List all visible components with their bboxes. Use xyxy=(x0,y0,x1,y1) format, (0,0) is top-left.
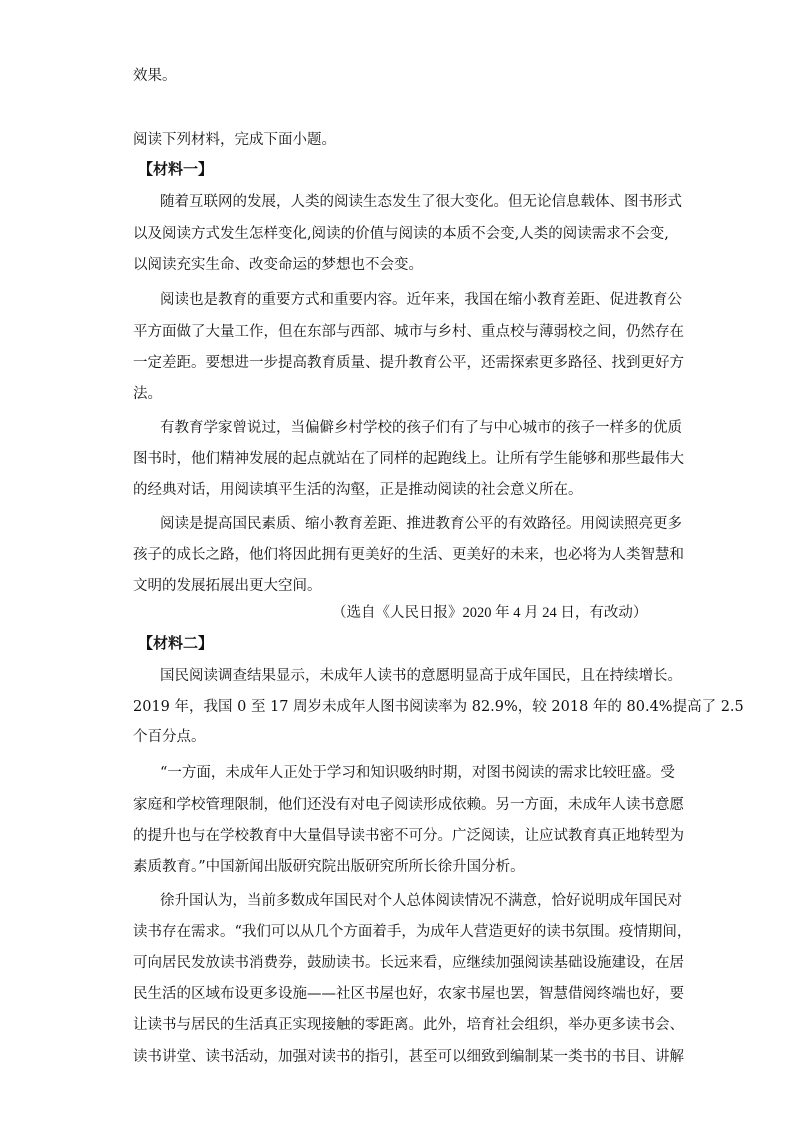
paragraph-line: “一方面，未成年人正处于学习和知识吸纳时期，对图书阅读的需求比较旺盛。受 xyxy=(160,765,675,781)
material-one-source: （选自《人民日报》2020 年 4 月 24 日，有改动） xyxy=(332,605,648,621)
paragraph-line: 徐升国认为，当前多数成年国民对个人总体阅读情况不满意，恰好说明成年国民对 xyxy=(160,893,682,909)
paragraph-line: 2019 年，我国 0 至 17 周岁未成年人图书阅读率为 82.9%，较 2018 年的 80.4%提高了 2.5 xyxy=(133,699,744,715)
paragraph-line: 让读书与居民的生活真正实现接触的零距离。此外，培育社会组织，举办更多读书会、 xyxy=(133,1017,684,1033)
paragraph-line: 平方面做了大量工作，但在东部与西部、城市与乡村、重点校与薄弱校之间，仍然存在 xyxy=(133,324,684,340)
paragraph-line: 一定差距。要想进一步提高教育质量、提升教育公平，还需探索更多路径、找到更好方 xyxy=(133,355,684,371)
paragraph-line: 可向居民发放读书消费券，鼓励读书。长远来看，应继续加强阅读基础设施建设，在居 xyxy=(133,955,684,971)
instruction-text: 阅读下列材料，完成下面小题。 xyxy=(133,132,336,148)
paragraph-line: 法。 xyxy=(133,386,162,402)
material-one-heading: 【材料一】 xyxy=(138,160,214,178)
paragraph-line: 孩子的成长之路，他们将因此拥有更美好的生活、更美好的未来，也必将为人类智慧和 xyxy=(133,547,684,563)
paragraph-line: 家庭和学校管理限制，他们还没有对电子阅读形成依赖。另一方面，未成年人读书意愿 xyxy=(133,797,684,813)
material-two-heading: 【材料二】 xyxy=(138,634,214,652)
paragraph-line: 国民阅读调查结果显示，未成年人读书的意愿明显高于成年国民，且在持续增长。 xyxy=(160,668,682,684)
paragraph-line: 随着互联网的发展，人类的阅读生态发生了很大变化。但无论信息载体、图书形式 xyxy=(160,194,682,210)
paragraph-line: 阅读也是教育的重要方式和重要内容。近年来，我国在缩小教育差距、促进教育公 xyxy=(160,292,682,308)
paragraph-line: 民生活的区域布设更多设施——社区书屋也好，农家书屋也罢，智慧借阅终端也好，要 xyxy=(133,986,684,1002)
paragraph-line: 读书讲堂、读书活动，加强对读书的指引，甚至可以细致到编制某一类书的书目、讲解 xyxy=(133,1049,684,1065)
paragraph-line: 阅读是提高国民素质、缩小教育差距、推进教育公平的有效路径。用阅读照亮更多 xyxy=(160,516,682,532)
paragraph-line: 文明的发展拓展出更大空间。 xyxy=(133,578,322,594)
paragraph-line: 素质教育。”中国新闻出版研究院出版研究所所长徐升国分析。 xyxy=(133,859,525,875)
paragraph-line: 图书时，他们精神发展的起点就站在了同样的起跑线上。让所有学生能够和那些最伟大 xyxy=(133,451,684,467)
paragraph-line: 有教育学家曾说过，当偏僻乡村学校的孩子们有了与中心城市的孩子一样多的优质 xyxy=(160,420,682,436)
paragraph-line: 个百分点。 xyxy=(133,729,206,745)
paragraph-line: 读书存在需求。“我们可以从几个方面着手，为成年人营造更好的读书氛围。疫情期间， xyxy=(133,924,692,940)
paragraph-line: 的提升也与在学校教育中大量倡导读书密不可分。广泛阅读，让应试教育真正地转型为 xyxy=(133,828,684,844)
paragraph-line: 以阅读充实生命、改变命运的梦想也不会变。 xyxy=(133,257,423,273)
paragraph-line: 以及阅读方式发生怎样变化,阅读的价值与阅读的本质不会变,人类的阅读需求不会变, xyxy=(133,226,669,242)
top-fragment: 效果。 xyxy=(133,68,177,84)
paragraph-line: 的经典对话，用阅读填平生活的沟壑，正是推动阅读的社会意义所在。 xyxy=(133,482,583,498)
